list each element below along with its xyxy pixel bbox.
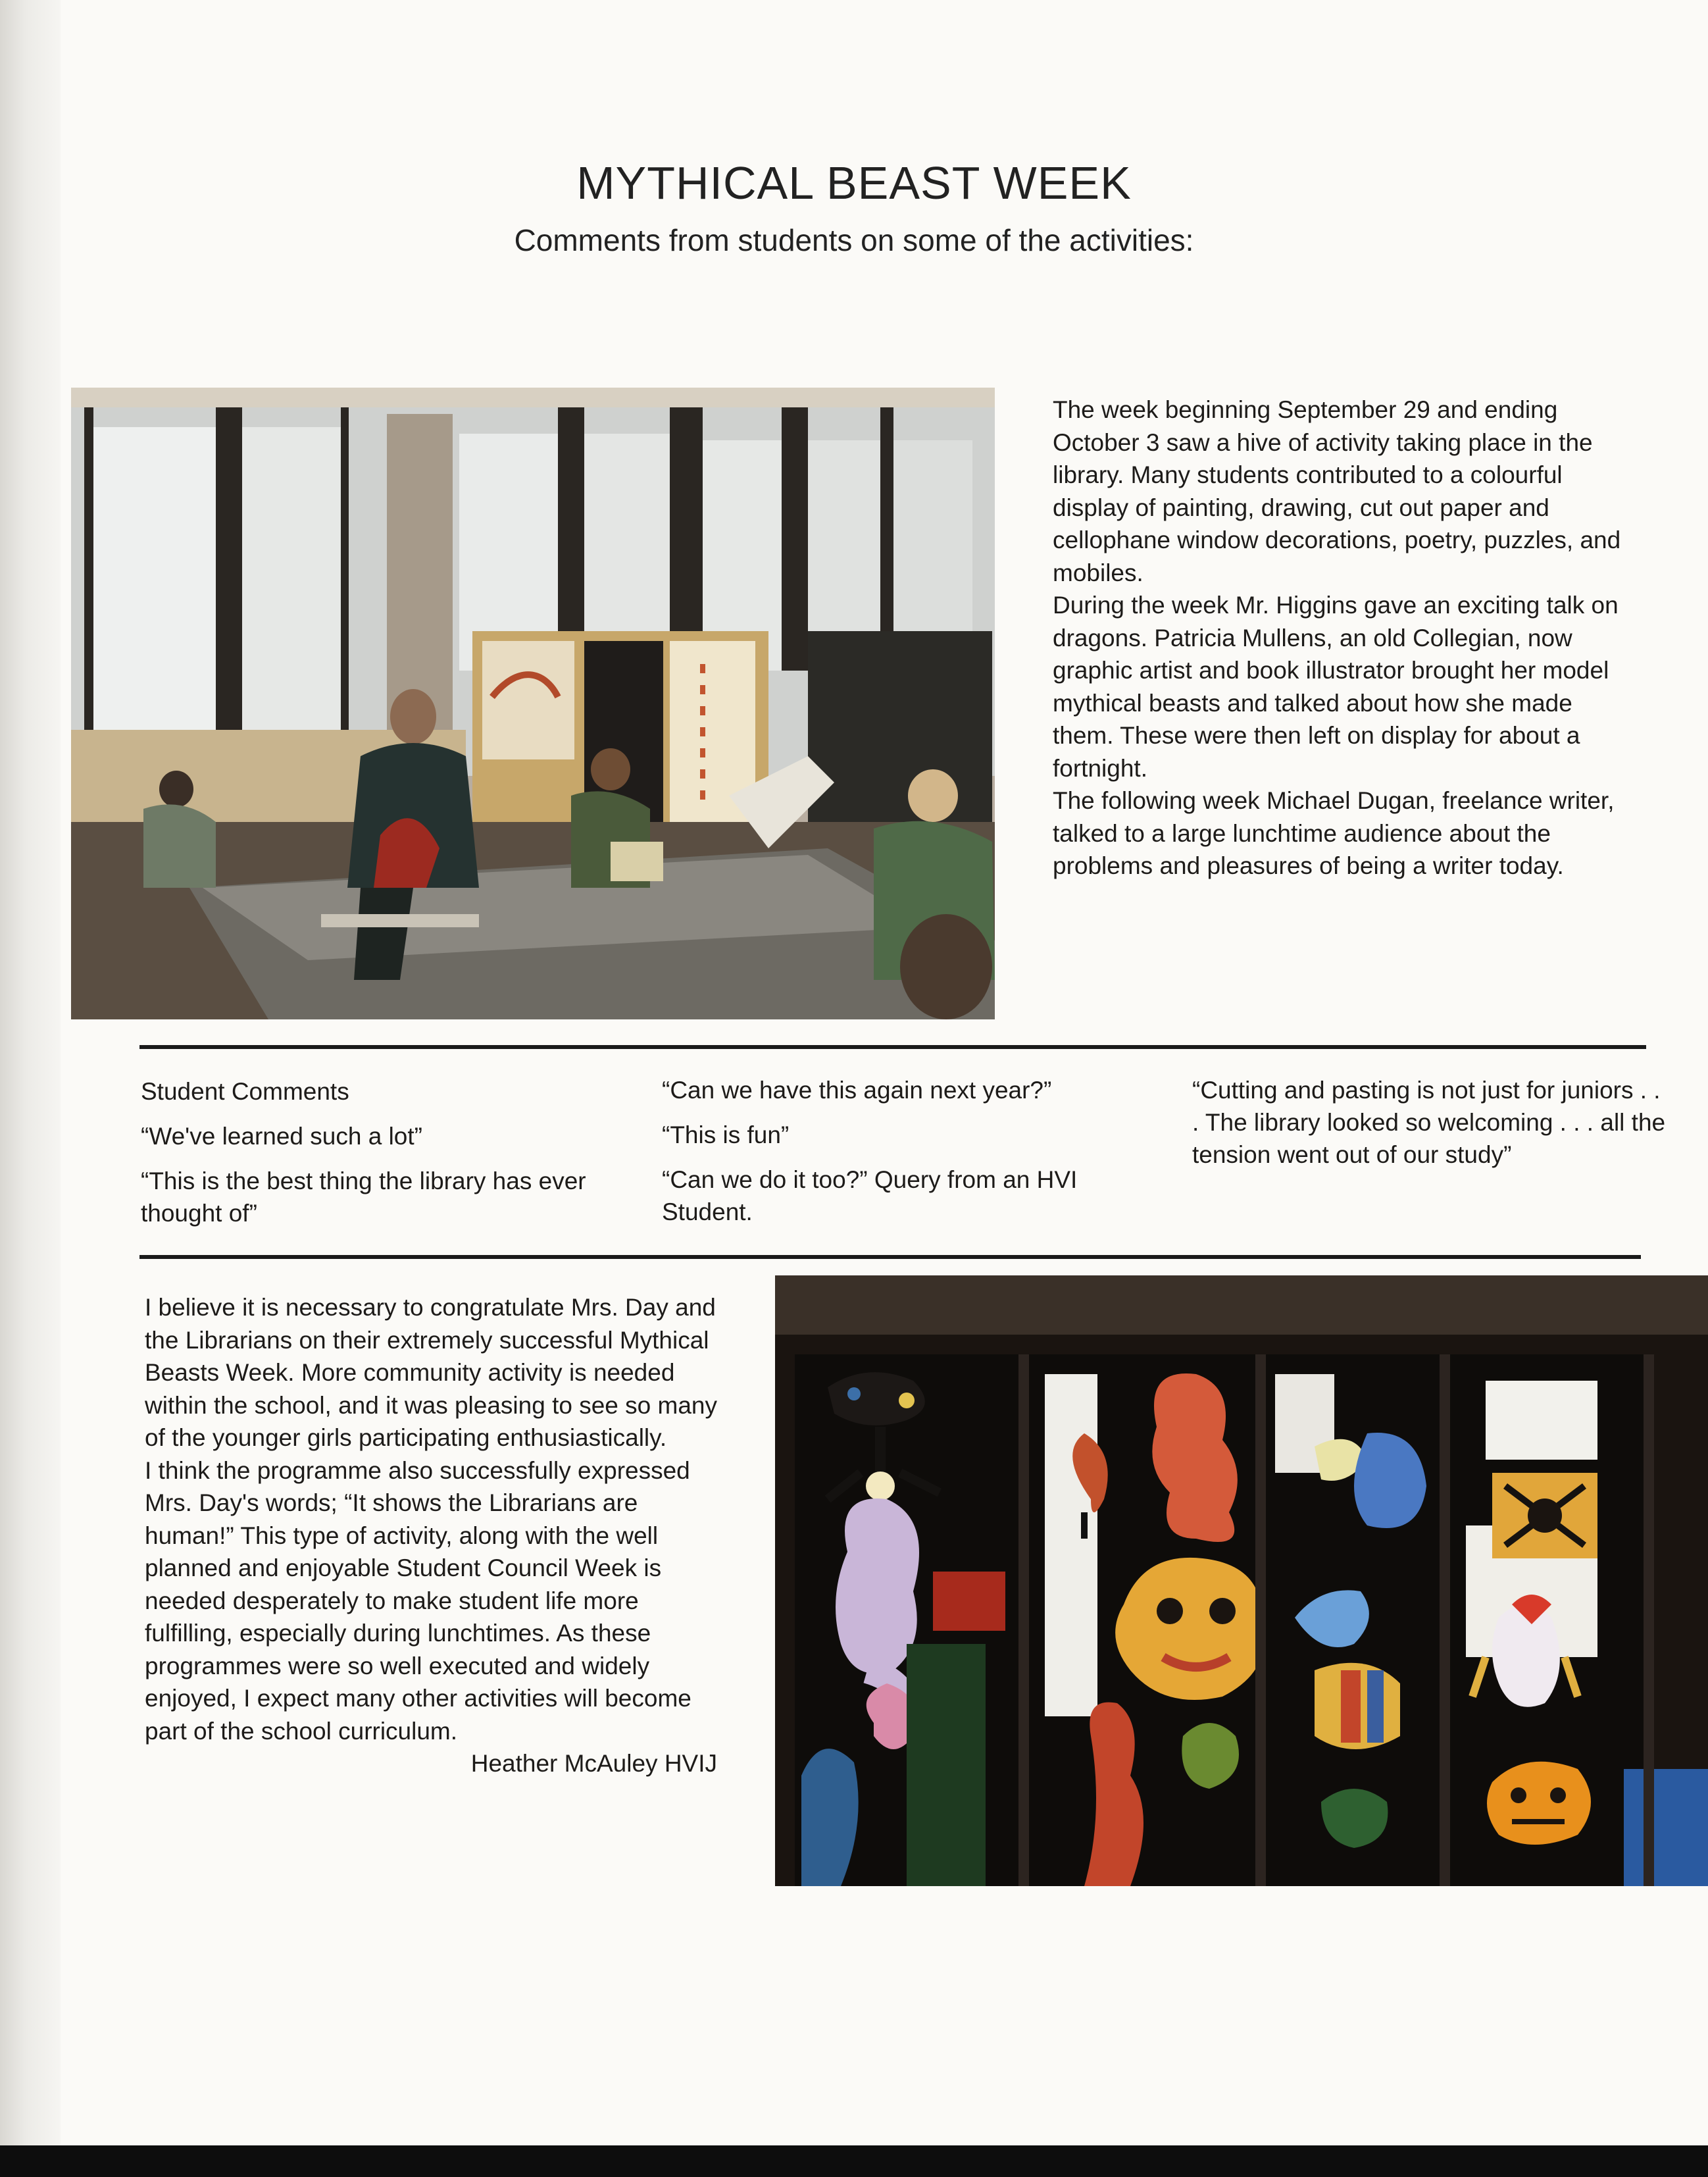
page-subtitle: Comments from students on some of the activities: [514, 223, 1194, 257]
student-comment: “Can we have this again next year?” [662, 1077, 1052, 1104]
beast-decorations-photo [775, 1275, 1708, 1886]
comments-heading: Student Comments [141, 1078, 349, 1105]
divider-top [139, 1045, 1646, 1049]
letter-paragraph: I think the programme also successfully expressed Mrs. Day's words; “It shows the Librarians are human!” This type of activity, along with the well planned and enjoyable Student Council Week is needed desperately to make student life more fulfilling, especially during lunchtimes. As these programmes were so well executed and widely enjoyed, I expect many other activities will become part of the school curriculum. [145, 1456, 691, 1745]
intro-paragraph: During the week Mr. Higgins gave an exciting talk on dragons. Patricia Mullens, an old Collegian, now graphic artist and book illustrator brought her model mythical beasts and talked about how she made them. These were then left on display for about a fortnight. [1053, 592, 1619, 782]
comments-column-2 [662, 1074, 1162, 1228]
student-comment: “Cutting and pasting is not just for juniors . . . The library looked so welcoming . . . all the tension went out of our study” [1192, 1077, 1666, 1168]
student-comment: “This is the best thing the library has ever thought of” [141, 1167, 586, 1227]
intro-paragraph: The week beginning September 29 and ending October 3 saw a hive of activity taking place in the library. Many students contributed to a colourful display of painting, drawing, cut out paper and cellophane window decorations, poetry, puzzles, and mobiles. [1053, 396, 1621, 586]
student-comment: “Can we do it too?” Query from an HVI Student. [662, 1166, 1078, 1225]
page-title: MYTHICAL BEAST WEEK [576, 157, 1132, 209]
student-letter [145, 1291, 717, 1780]
student-comment: “We've learned such a lot” [141, 1123, 422, 1150]
comments-column-1 [141, 1075, 641, 1229]
page-binding-shadow [0, 0, 61, 2145]
letter-paragraph: I believe it is necessary to congratulate Mrs. Day and the Librarians on their extremely successful Mythical Beasts Week. More community activity is needed within the school, and it was pleasing to see so many of the younger girls participating enthusiastically. [145, 1294, 717, 1451]
divider-bottom [139, 1255, 1641, 1259]
library-activity-photo [71, 388, 995, 1019]
scan-bottom-edge [0, 2145, 1708, 2177]
intro-paragraph: The following week Michael Dugan, freelance writer, talked to a large lunchtime audience about the problems and pleasures of being a writer today. [1053, 787, 1615, 879]
student-comment: “This is fun” [662, 1121, 790, 1148]
intro-text [1053, 394, 1632, 883]
letter-signature: Heather McAuley HVIJ [470, 1750, 717, 1777]
comments-column-3 [1192, 1074, 1666, 1171]
